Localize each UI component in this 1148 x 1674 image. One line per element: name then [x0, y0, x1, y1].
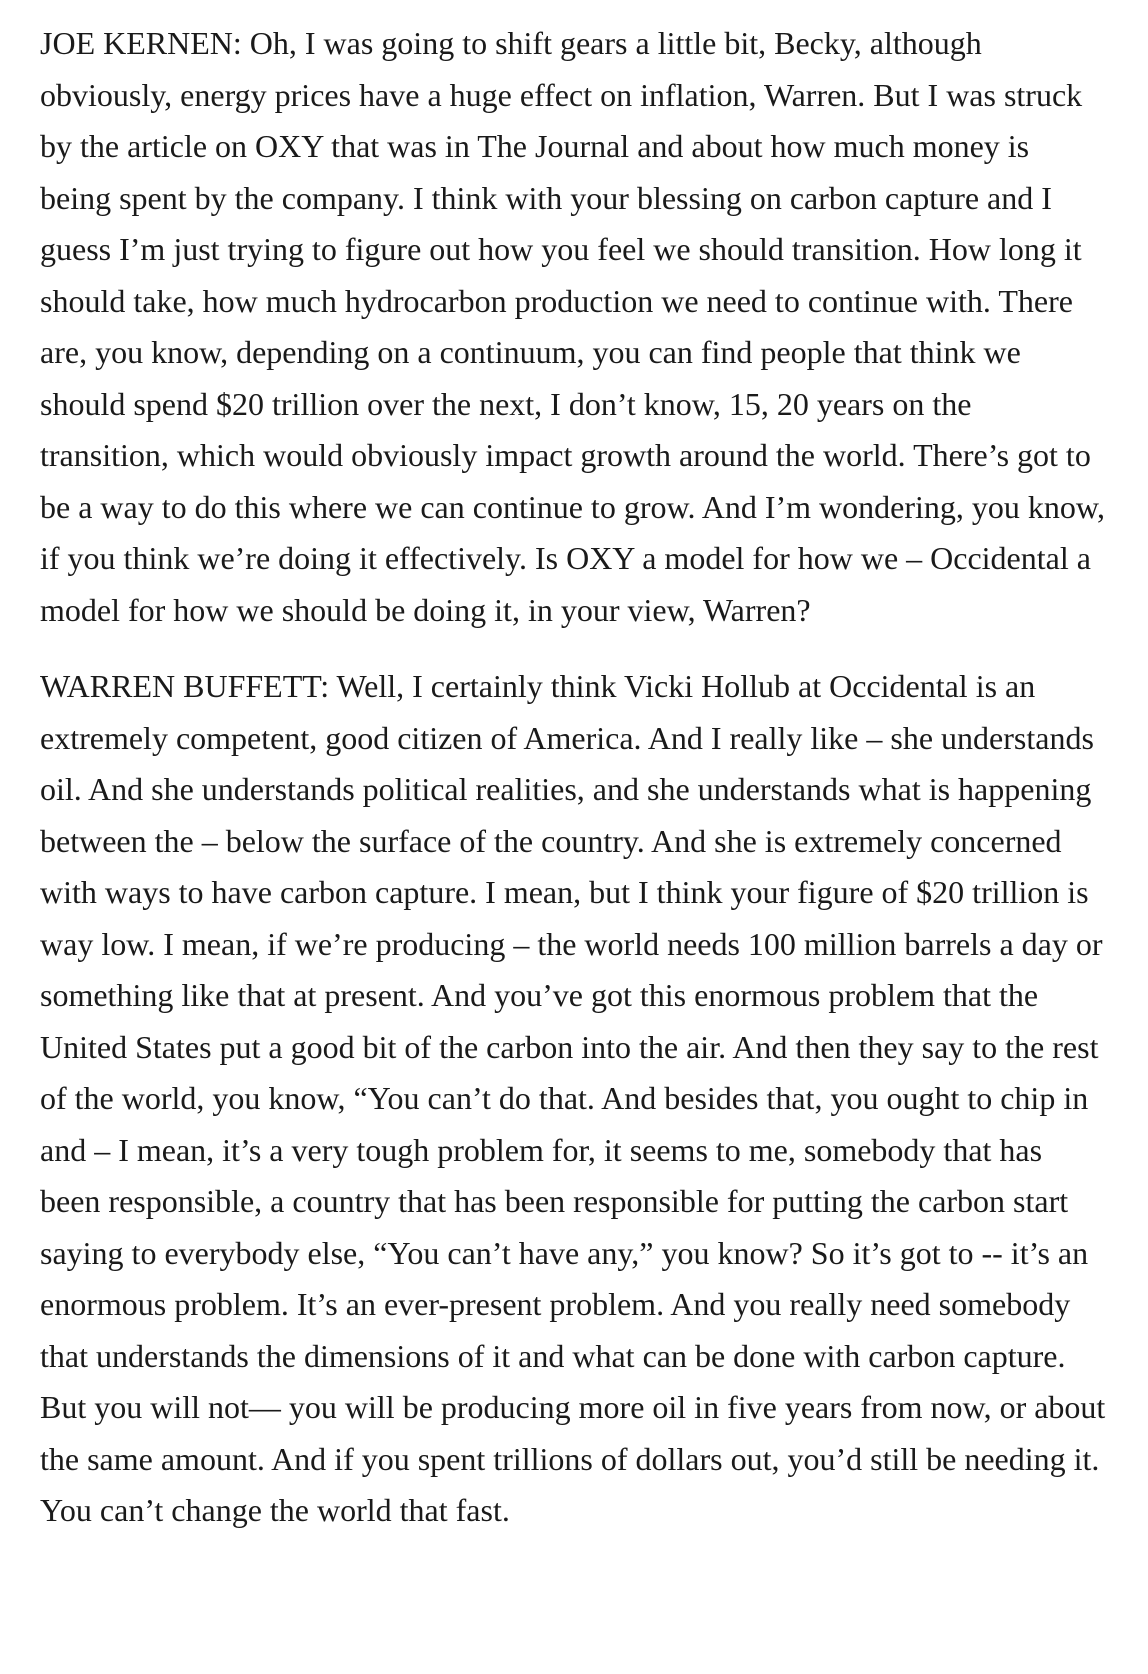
warren-buffett-answer-paragraph: WARREN BUFFETT: Well, I certainly think Vicki Hollub at Occidental is an extremely competent, good citizen of America. And I really like – she understands oil. And she understands political realities, and she understands what is happening between the – below the surface of the country. And she is extremely concerned with ways to have carbon capture. I mean, but I think your figure of $20 trillion is way low. I mean, if we’re producing – the world needs 100 million barrels a day or something like that at present. And you’ve got this enormous problem that the United States put a good bit of the carbon into the air. And then they say to the rest of the world, you know, “You can’t do that. And besides that, you ought to chip in and – I mean, it’s a very tough problem for, it seems to me, somebody that has been responsible, a country that has been responsible for putting the carbon start saying to everybody else, “You can’t have any,” you know? So it’s got to -- it’s an enormous problem. It’s an ever-present problem. And you really need somebody that understands the dimensions of it and what can be done with carbon capture. But you will not— you will be producing more oil in five years from now, or about the same amount. And if you spent trillions of dollars out, you’d still be needing it. You can’t change the world that fast. — [40, 668, 1106, 1528]
joe-kernen-question-paragraph: JOE KERNEN: Oh, I was going to shift gears a little bit, Becky, although obviously, energy prices have a huge effect on inflation, Warren. But I was struck by the article on OXY that was in The Journal and about how much money is being spent by the company. I think with your blessing on carbon capture and I guess I’m just trying to figure out how you feel we should transition. How long it should take, how much hydrocarbon production we need to continue with. There are, you know, depending on a continuum, you can find people that think we should spend $20 trillion over the next, I don’t know, 15, 20 years on the transition, which would obviously impact growth around the world. There’s got to be a way to do this where we can continue to grow. And I’m wondering, you know, if you think we’re doing it effectively. Is OXY a model for how we – Occidental a model for how we should be doing it, in your view, Warren? — [40, 25, 1105, 628]
